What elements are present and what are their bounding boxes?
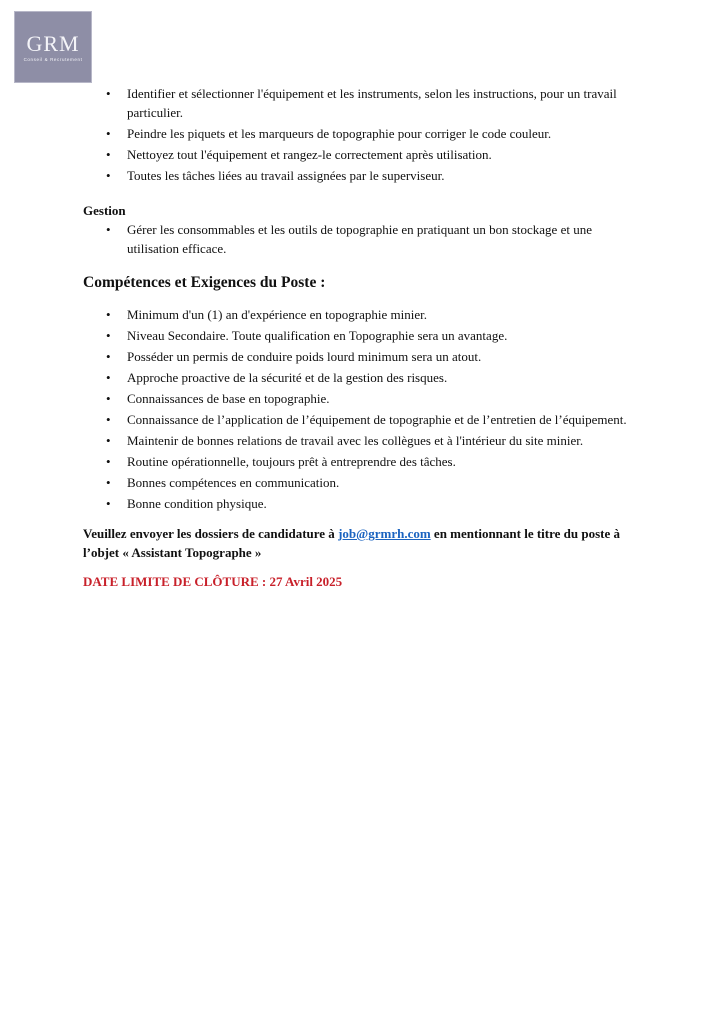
list-item: • Bonnes compétences en communication. [83, 473, 643, 492]
list-item: • Gérer les consommables et les outils de topographie en pratiquant un bon stockage et une utilisation efficace. [83, 220, 643, 258]
logo-mark: GRM [26, 31, 80, 56]
list-item: • Niveau Secondaire. Toute qualification en Topographie sera un avantage. [83, 326, 643, 345]
list-item: • Maintenir de bonnes relations de travail avec les collègues et à l'intérieur du site minier. [83, 431, 643, 450]
list-item: • Identifier et sélectionner l'équipement et les instruments, selon les instructions, pour un travail particulier. [83, 84, 643, 122]
list-item: • Posséder un permis de conduire poids lourd minimum sera un atout. [83, 347, 643, 366]
application-text-before: Veuillez envoyer les dossiers de candidature à [83, 526, 339, 541]
list-item: • Approche proactive de la sécurité et de la gestion des risques. [83, 368, 643, 387]
email-link[interactable]: job@grmrh.com [338, 526, 431, 541]
deadline-notice: DATE LIMITE DE CLÔTURE : 27 Avril 2025 [83, 574, 343, 589]
tasks-list [83, 84, 643, 185]
competences-list [83, 305, 643, 513]
job-description [83, 84, 643, 591]
list-item: • Minimum d'un (1) an d'expérience en topographie minier. [83, 305, 643, 324]
company-logo [14, 11, 92, 83]
list-item: • Connaissance de l’application de l’équipement de topographie et de l’entretien de l’équipement. [83, 410, 643, 429]
gestion-heading: Gestion [83, 203, 126, 218]
gestion-list [83, 220, 643, 258]
list-item: • Routine opérationnelle, toujours prêt à entreprendre des tâches. [83, 452, 643, 471]
competences-heading: Compétences et Exigences du Poste : [83, 274, 326, 291]
list-item: • Nettoyez tout l'équipement et rangez-le correctement après utilisation. [83, 145, 643, 164]
list-item: • Bonne condition physique. [83, 494, 643, 513]
list-item: • Connaissances de base en topographie. [83, 389, 643, 408]
list-item: • Peindre les piquets et les marqueurs de topographie pour corriger le code couleur. [83, 124, 643, 143]
application-text-after: en mentionnant le titre du poste à l’objet « Assistant Topographe » [83, 526, 621, 560]
application-instructions [83, 524, 643, 562]
logo-tagline: Conseil & Recrutement [23, 57, 83, 62]
list-item: • Toutes les tâches liées au travail assignées par le superviseur. [83, 166, 643, 185]
